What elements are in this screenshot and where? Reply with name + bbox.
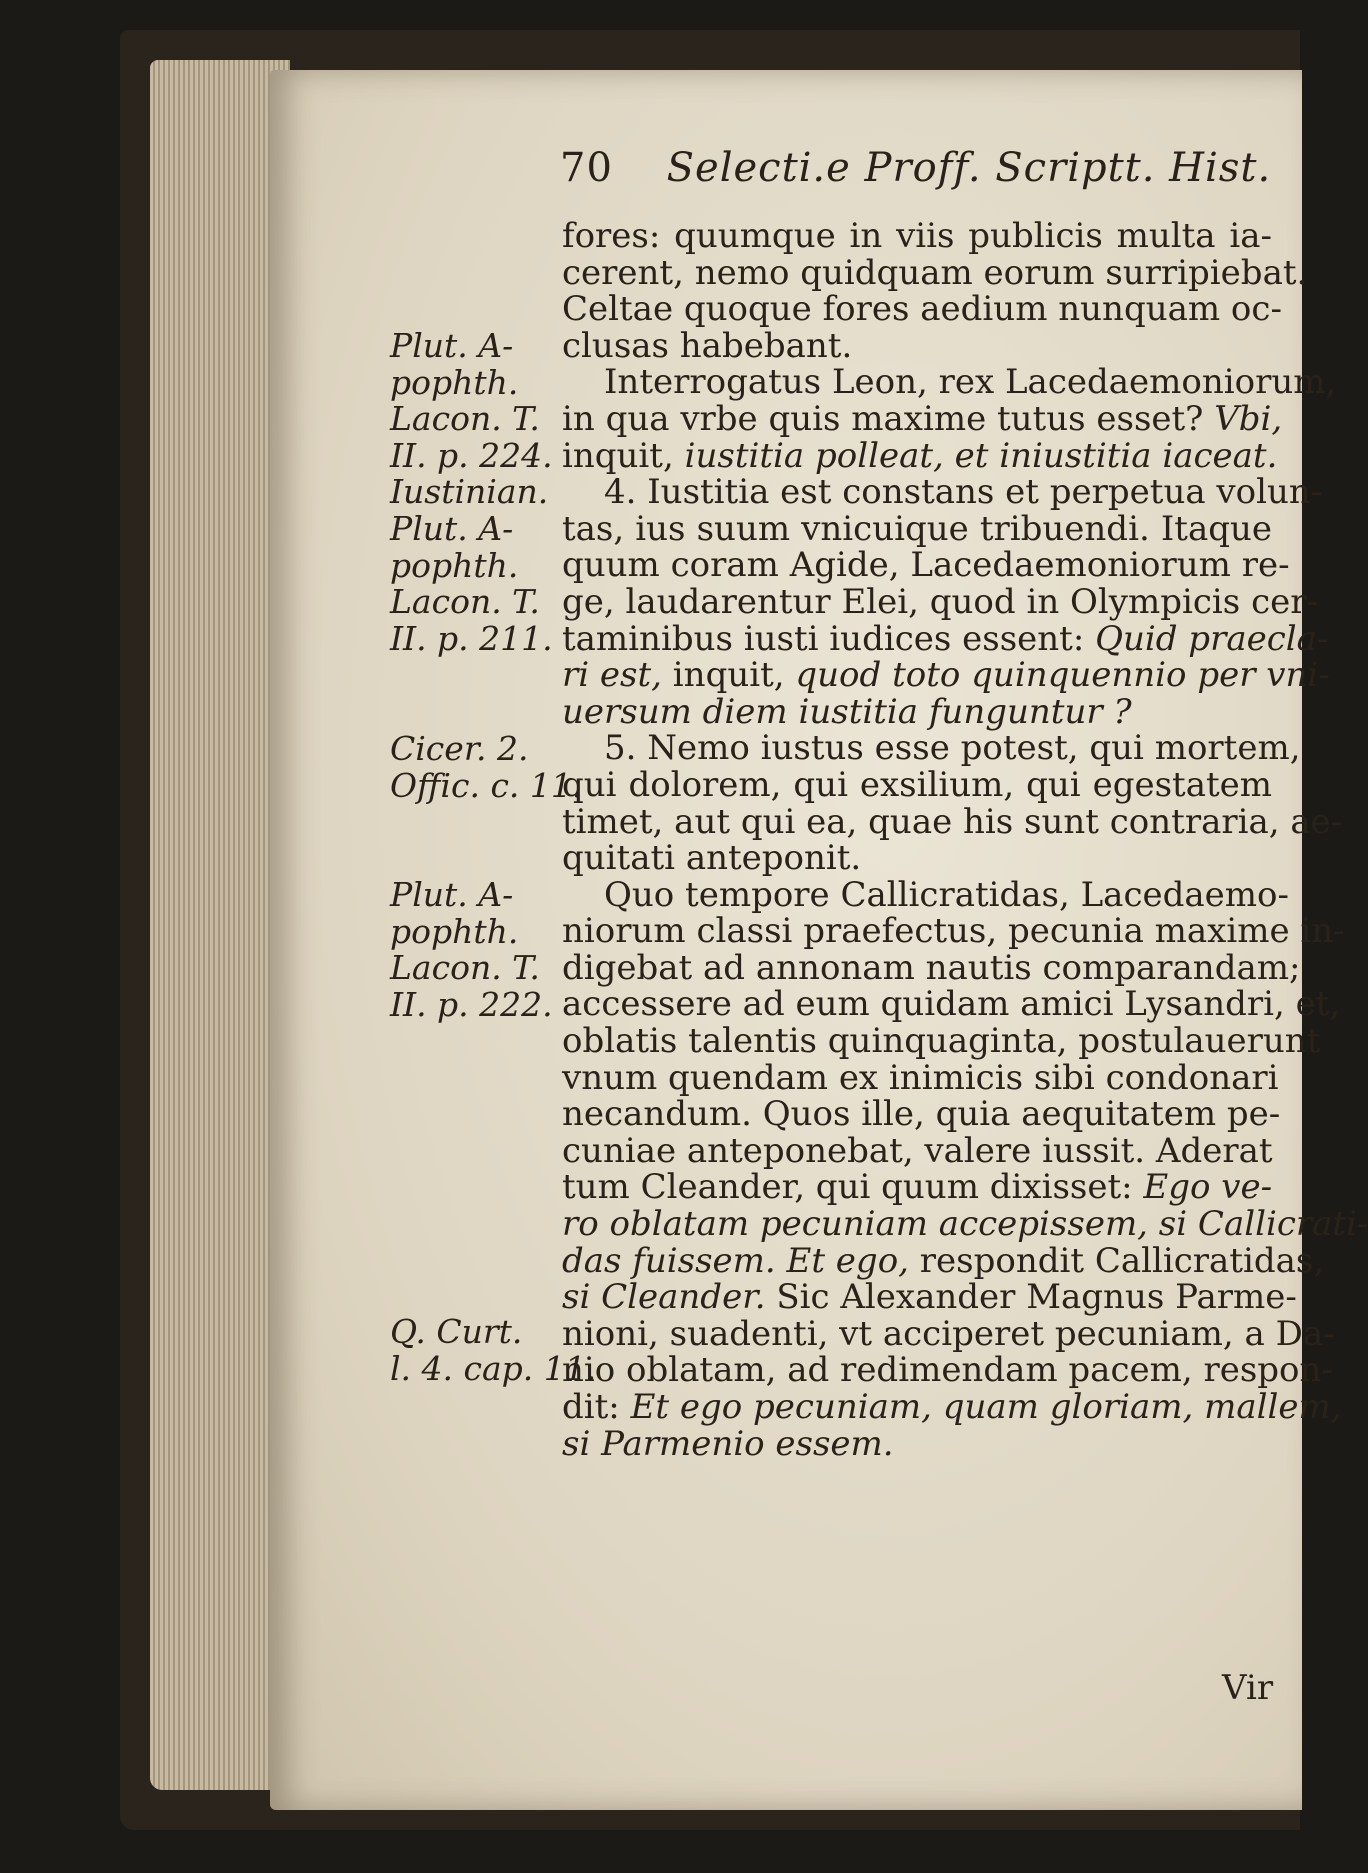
margin-note-line: Lacon. T. — [390, 948, 540, 988]
text-line — [562, 581, 1318, 622]
italic-segment: ro oblatam pecuniam accepissem, si Callicrati- — [562, 1204, 1368, 1245]
text-segment: in qua vrbe quis maxime tutus esset? — [562, 398, 1215, 439]
margin-note-line: II. p. 224. — [390, 435, 553, 475]
text-segment: fores: quumque in viis publicis multa ia- — [562, 216, 1272, 256]
text-segment: inquit, — [562, 435, 685, 476]
text-segment: niorum classi praefectus, pecunia maxime in- — [562, 911, 1345, 952]
text-segment: 5. Nemo iustus esse potest, qui mortem, — [604, 728, 1301, 769]
margin-note-line: Q. Curt. — [390, 1312, 523, 1351]
margin-note — [390, 1312, 597, 1388]
text-segment: Interrogatus Leon, rex Lacedaemoniorum, — [604, 362, 1337, 403]
italic-segment: Et ego pecuniam, quam gloriam, mallem, — [630, 1387, 1342, 1427]
page-edges — [150, 60, 290, 1790]
text-line — [562, 1240, 1325, 1281]
margin-note-line: Cicer. 2. — [390, 729, 529, 768]
text-segment: cerent, nemo quidquam eorum surripiebat. — [562, 252, 1308, 293]
italic-segment: das fuissem. Et ego, — [562, 1240, 909, 1281]
text-segment: necandum. Quos ille, quia aequitatem pe- — [562, 1094, 1281, 1135]
margin-note-line: Plut. A- — [390, 326, 514, 365]
text-line — [562, 911, 1345, 952]
text-segment: quitati anteponit. — [562, 838, 862, 879]
text-segment: inquit, — [661, 655, 796, 696]
text-line — [562, 947, 1301, 988]
text-segment: clusas habebant. — [562, 325, 853, 366]
italic-segment: ri est, — [562, 655, 662, 696]
italic-segment: iustitia polleat, et iniustitia iaceat. — [684, 435, 1278, 476]
text-segment: 4. Iustitia est constans et perpetua volun- — [604, 472, 1323, 513]
text-line — [562, 508, 1272, 549]
text-line — [562, 1204, 1368, 1245]
text-line — [562, 840, 1272, 877]
text-line — [562, 472, 1323, 513]
margin-note-line: Lacon. T. — [390, 399, 540, 439]
text-segment: Sic Alexander Magnus Parme- — [765, 1277, 1297, 1318]
text-segment: digebat ad annonam nautis comparandam; — [562, 947, 1301, 988]
running-title: Selecti.e Proff. Scriptt. Hist. — [666, 145, 1272, 191]
text-line — [562, 764, 1272, 805]
text-line — [562, 218, 1272, 255]
margin-note-line: pophth. — [390, 911, 519, 951]
running-header — [560, 145, 1272, 191]
italic-segment: si Parmenio essem. — [562, 1423, 894, 1464]
text-line — [562, 1350, 1333, 1391]
text-segment: qui dolorem, qui exsilium, qui egestatem — [562, 764, 1272, 805]
margin-note-line: l. 4. cap. 11. — [390, 1348, 597, 1388]
text-line — [562, 325, 1272, 366]
text-line — [562, 655, 1330, 696]
margin-note-line: pophth. — [390, 545, 519, 585]
italic-segment: uersum diem iustitia funguntur ? — [562, 691, 1132, 732]
margin-note-line: Offic. c. 11. — [390, 765, 583, 805]
italic-segment: Vbi, — [1214, 398, 1283, 439]
margin-note-line: Iustinian. — [390, 472, 549, 512]
text-line — [562, 728, 1301, 769]
margin-note — [390, 511, 560, 657]
main-text — [562, 216, 1368, 1464]
text-line — [562, 1277, 1297, 1318]
text-line — [562, 252, 1308, 293]
text-line — [562, 691, 1272, 732]
margin-note-line: II. p. 222. — [390, 984, 553, 1024]
text-segment: taminibus iusti iudices essent: — [562, 618, 1096, 659]
margin-note-line: II. p. 211. — [390, 618, 553, 658]
text-line — [562, 362, 1337, 403]
text-line — [562, 1057, 1279, 1098]
text-line — [562, 1094, 1281, 1135]
text-line — [562, 1423, 1272, 1464]
text-line — [562, 545, 1290, 586]
italic-segment: Quid praecla- — [1095, 618, 1329, 659]
text-segment: nio oblatam, ad redimendam pacem, respon- — [562, 1350, 1333, 1391]
text-line — [562, 1387, 1342, 1427]
text-segment: tum Cleander, qui quum dixisset: — [562, 1167, 1144, 1208]
margin-note — [390, 729, 583, 805]
text-line — [562, 801, 1343, 842]
text-line — [562, 289, 1282, 330]
text-segment: tas, ius suum vnicuique tribuendi. Itaque — [562, 508, 1272, 549]
margin-note — [390, 328, 560, 511]
text-segment: respondit Callicratidas, — [908, 1240, 1325, 1281]
text-segment: dit: — [562, 1387, 631, 1427]
italic-segment: si Cleander. — [562, 1277, 766, 1318]
text-line — [562, 1130, 1273, 1171]
margin-note-line: Lacon. T. — [390, 582, 540, 622]
text-segment: quum coram Agide, Lacedaemoniorum re- — [562, 545, 1290, 586]
text-segment: Quo tempore Callicratidas, Lacedaemo- — [604, 874, 1289, 915]
text-line — [562, 618, 1329, 659]
text-segment: Celtae quoque fores aedium nunquam oc- — [562, 289, 1282, 330]
text-segment: cuniae anteponebat, valere iussit. Aderat — [562, 1130, 1273, 1171]
text-segment: vnum quendam ex inimicis sibi condonari — [562, 1057, 1279, 1098]
text-segment: timet, aut qui ea, quae his sunt contraria, ae- — [562, 801, 1343, 842]
margin-note — [390, 877, 560, 1023]
margin-note-line: Plut. A- — [390, 509, 514, 548]
text-segment: ge, laudarentur Elei, quod in Olympicis cer- — [562, 581, 1318, 622]
italic-segment: Ego ve- — [1143, 1167, 1273, 1208]
page-number: 70 — [560, 145, 613, 191]
text-segment: oblatis talentis quinquaginta, postulauerunt — [562, 1021, 1321, 1062]
text-segment: accessere ad eum quidam amici Lysandri, et, — [562, 984, 1341, 1025]
text-line — [562, 984, 1341, 1025]
text-line — [562, 874, 1289, 915]
margin-note-line: Plut. A- — [390, 875, 514, 914]
text-line — [562, 1313, 1335, 1354]
text-line — [562, 398, 1283, 439]
italic-segment: quod toto quinquennio per vni- — [795, 655, 1330, 696]
text-line — [562, 435, 1278, 476]
text-line — [562, 1169, 1272, 1206]
text-line — [562, 1021, 1321, 1062]
catchword: Vir — [1222, 1668, 1274, 1708]
margin-note-line: pophth. — [390, 362, 519, 402]
text-segment: nioni, suadenti, vt acciperet pecuniam, a Da- — [562, 1313, 1335, 1354]
